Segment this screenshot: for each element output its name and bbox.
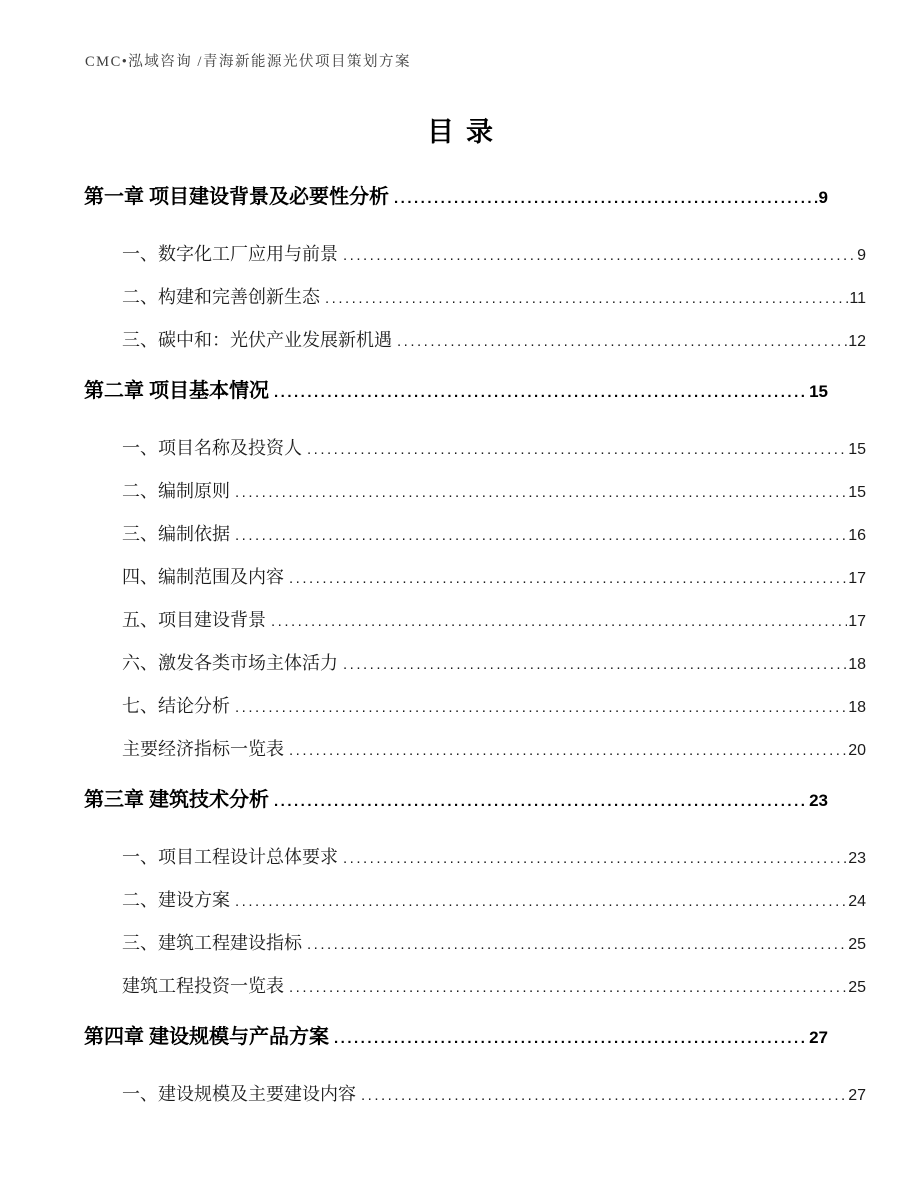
- toc-entry[interactable]: [122, 843, 866, 873]
- dot-leader: [235, 692, 847, 722]
- toc-entry-page: 18: [848, 656, 866, 673]
- dot-leader: [289, 972, 847, 1002]
- dot-leader: [271, 606, 847, 636]
- toc-entry[interactable]: [122, 326, 866, 356]
- toc-entry-label: 六、激发各类市场主体活力: [122, 653, 338, 673]
- toc-entry[interactable]: [122, 240, 866, 270]
- dot-leader: [289, 563, 847, 593]
- toc-entry-label: 第四章 建设规模与产品方案: [84, 1026, 329, 1048]
- table-of-contents: [84, 182, 866, 1123]
- dot-leader: [235, 886, 847, 916]
- toc-entry-label: 七、结论分析: [122, 696, 230, 716]
- toc-entry[interactable]: [122, 886, 866, 916]
- dot-leader: [394, 182, 818, 214]
- toc-entry-label: 二、编制原则: [122, 481, 230, 501]
- toc-entry-label: 主要经济指标一览表: [122, 739, 284, 759]
- toc-entry-label: 第二章 项目基本情况: [84, 380, 269, 402]
- toc-entry-page: 20: [848, 742, 866, 759]
- toc-entry-label: 五、项目建设背景: [122, 610, 266, 630]
- toc-entry-label: 四、编制范围及内容: [122, 567, 284, 587]
- toc-entry-page: 11: [849, 290, 866, 307]
- toc-entry[interactable]: [122, 283, 866, 313]
- toc-entry[interactable]: [122, 692, 866, 722]
- dot-leader: [307, 929, 847, 959]
- toc-entry-page: 27: [848, 1087, 866, 1104]
- dot-leader: [289, 735, 847, 765]
- toc-entry-label: 三、编制依据: [122, 524, 230, 544]
- toc-entry[interactable]: [122, 606, 866, 636]
- dot-leader: [274, 785, 808, 817]
- toc-entry[interactable]: [122, 972, 866, 1002]
- page-title: 目录: [427, 117, 505, 147]
- toc-entry[interactable]: [122, 735, 866, 765]
- dot-leader: [274, 376, 808, 408]
- toc-entry[interactable]: [122, 649, 866, 679]
- toc-entry-page: 17: [848, 570, 866, 587]
- toc-entry-label: 一、建设规模及主要建设内容: [122, 1084, 356, 1104]
- dot-leader: [361, 1080, 847, 1110]
- dot-leader: [343, 240, 856, 270]
- toc-entry-label: 一、数字化工厂应用与前景: [122, 244, 338, 264]
- toc-entry-label: 三、建筑工程建设指标: [122, 933, 302, 953]
- toc-entry-page: 18: [848, 699, 866, 716]
- dot-leader: [397, 326, 847, 356]
- document-header: CMC•泓域咨询 /青海新能源光伏项目策划方案: [85, 54, 411, 70]
- toc-entry-page: 12: [848, 333, 866, 350]
- toc-entry-label: 二、建设方案: [122, 890, 230, 910]
- dot-leader: [343, 843, 847, 873]
- toc-entry[interactable]: [122, 434, 866, 464]
- toc-entry-label: 二、构建和完善创新生态: [122, 287, 320, 307]
- toc-entry-page: 24: [848, 893, 866, 910]
- toc-entry[interactable]: [122, 520, 866, 550]
- toc-entry-page: 23: [809, 791, 828, 810]
- toc-entry-page: 15: [848, 484, 866, 501]
- toc-entry-label: 三、碳中和：光伏产业发展新机遇: [122, 330, 392, 350]
- toc-entry-label: 建筑工程投资一览表: [122, 976, 284, 996]
- toc-entry-page: 9: [857, 247, 866, 264]
- toc-entry-label: 一、项目名称及投资人: [122, 438, 302, 458]
- toc-entry[interactable]: [84, 376, 828, 408]
- dot-leader: [235, 477, 847, 507]
- toc-entry[interactable]: [84, 182, 828, 214]
- toc-entry-page: 15: [809, 382, 828, 401]
- toc-entry-label: 第一章 项目建设背景及必要性分析: [84, 186, 389, 208]
- toc-entry-page: 27: [809, 1028, 828, 1047]
- toc-entry[interactable]: [122, 563, 866, 593]
- dot-leader: [235, 520, 847, 550]
- toc-entry[interactable]: [84, 785, 828, 817]
- toc-entry-page: 17: [848, 613, 866, 630]
- dot-leader: [325, 283, 848, 313]
- toc-entry[interactable]: [122, 477, 866, 507]
- toc-entry[interactable]: [84, 1022, 828, 1054]
- dot-leader: [307, 434, 847, 464]
- toc-entry-page: 15: [848, 441, 866, 458]
- toc-entry-page: 16: [848, 527, 866, 544]
- dot-leader: [343, 649, 847, 679]
- toc-entry-label: 一、项目工程设计总体要求: [122, 847, 338, 867]
- toc-entry[interactable]: [122, 1080, 866, 1110]
- toc-entry-page: 9: [818, 188, 828, 207]
- toc-entry-page: 25: [848, 979, 866, 996]
- toc-entry-label: 第三章 建筑技术分析: [84, 789, 269, 811]
- toc-entry-page: 23: [848, 850, 866, 867]
- dot-leader: [334, 1022, 808, 1054]
- toc-entry-page: 25: [848, 936, 866, 953]
- toc-entry[interactable]: [122, 929, 866, 959]
